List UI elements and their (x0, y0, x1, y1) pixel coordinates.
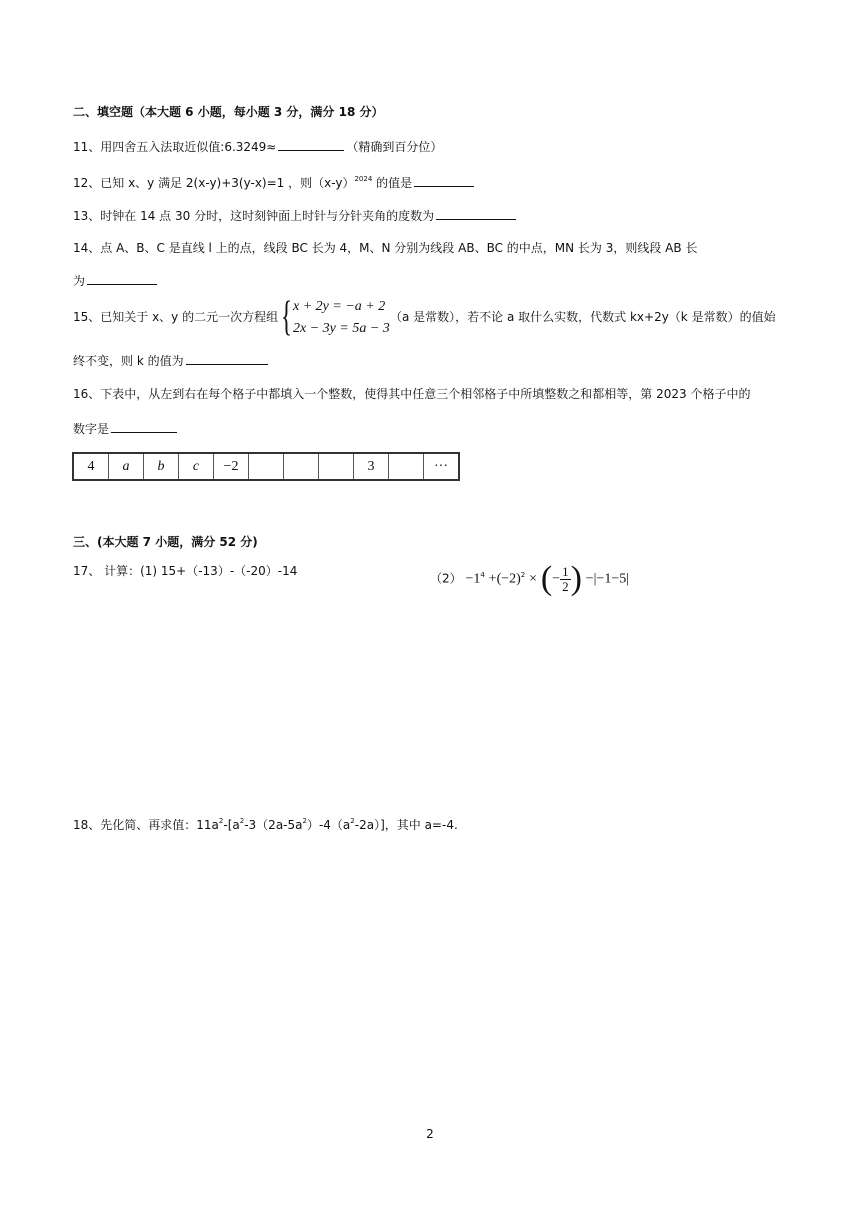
q12-text-end: 的值是 (376, 176, 413, 190)
grid-cell (389, 453, 424, 480)
grid-cell (319, 453, 354, 480)
q12-answer-blank[interactable] (414, 174, 474, 187)
question-17-part-1: 17、 计算：(1) 15+（-13）-（-20）-14 (73, 564, 298, 578)
number-grid (72, 452, 460, 481)
brace-symbol: { (281, 294, 293, 340)
q15-text-end: 终不变，则 k 的值为 (73, 354, 184, 368)
question-13 (73, 207, 518, 224)
q12-text: 12、已知 x、y 满足 2(x-y)+3(y-x)=1 ，则（x-y） (73, 176, 355, 190)
q13-answer-blank[interactable] (436, 207, 516, 220)
q17-2-times: × (529, 571, 537, 587)
q17-2-term-3: −|−1−5| (585, 571, 630, 587)
q14-text-end: 为 (73, 274, 86, 288)
q11-text: 11、用四舍五入法取近似值:6.3249≈ (73, 140, 277, 154)
q15-text: 15、已知关于 x、y 的二元一次方程组 (73, 310, 279, 324)
question-15 (73, 309, 278, 325)
question-18 (73, 817, 458, 833)
q12-exponent: 2024 (354, 175, 373, 183)
page-number: 2 (426, 1127, 434, 1141)
equation-1: x + 2y = −a + 2 (293, 299, 386, 314)
q17-2-term-1: −1 (465, 571, 481, 587)
q16-answer-blank[interactable] (111, 420, 177, 433)
q18-text-2: -[a (223, 818, 240, 832)
q14-answer-blank[interactable] (87, 272, 157, 285)
left-paren: ( (540, 560, 553, 597)
section-3-heading: 三、(本大题 7 小题，满分 52 分) (73, 535, 258, 549)
q18-exp: 2 (239, 817, 245, 825)
grid-cell: a (109, 453, 144, 480)
grid-cell (284, 453, 319, 480)
question-16: 16、下表中，从左到右在每个格子中都填入一个整数，使得其中任意三个相邻格子中所填整数之和都相等，第 2023 个格子中的 (73, 387, 751, 401)
question-12 (73, 174, 476, 191)
question-15-tail: （a 是常数），若不论 a 取什么实数，代数式 kx+2y（k 是常数）的值始 (390, 310, 776, 324)
q18-text-5: -2a）]，其中 a=-4. (354, 818, 458, 832)
q18-text-4: ）-4（a (306, 818, 351, 832)
grid-cell: b (144, 453, 179, 480)
question-14: 14、点 A、B、C 是直线 l 上的点，线段 BC 长为 4，M、N 分别为线段 AB、BC 的中点，MN 长为 3，则线段 AB 长 (73, 241, 698, 255)
fraction-numerator: 1 (562, 563, 569, 579)
q15-answer-blank[interactable] (186, 352, 268, 365)
fraction-denominator: 2 (562, 578, 569, 594)
grid-cell: c (179, 453, 214, 480)
question-16-cont (73, 420, 179, 437)
equation-2: 2x − 3y = 5a − 3 (293, 321, 390, 336)
grid-cell: −2 (214, 453, 249, 480)
q18-text-1: 18、先化简、再求值：11a (73, 818, 219, 832)
question-15-cont (73, 352, 270, 369)
q17-2-term-2: +(−2) (488, 571, 521, 587)
grid-cell: 4 (73, 453, 109, 480)
question-17-part-2 (430, 560, 629, 598)
q13-text: 13、时钟在 14 点 30 分时，这时刻钟面上时针与分针夹角的度数为 (73, 209, 435, 223)
q17-2-exp-2: 2 (520, 570, 526, 579)
question-11 (73, 138, 442, 155)
q17-2-minus: − (552, 571, 561, 587)
q18-exp: 2 (218, 817, 224, 825)
q18-exp: 2 (302, 817, 307, 825)
section-2-heading: 二、填空题（本大题 6 小题，每小题 3 分，满分 18 分） (73, 105, 384, 119)
q11-note: （精确到百分位） (346, 140, 443, 154)
right-paren: ) (570, 560, 582, 597)
grid-cell: 3 (354, 453, 389, 480)
q17-2-exp-1: 4 (480, 570, 485, 579)
q18-text-3: -3（2a-5a (244, 818, 303, 832)
question-14-cont (73, 272, 159, 289)
grid-cell (249, 453, 284, 480)
grid-cell: ··· (424, 453, 460, 480)
q17-2-label: （2） (430, 571, 462, 586)
q16-text-end: 数字是 (73, 422, 110, 436)
q11-answer-blank[interactable] (278, 138, 344, 151)
q18-exp: 2 (350, 817, 355, 825)
fraction (560, 565, 571, 594)
